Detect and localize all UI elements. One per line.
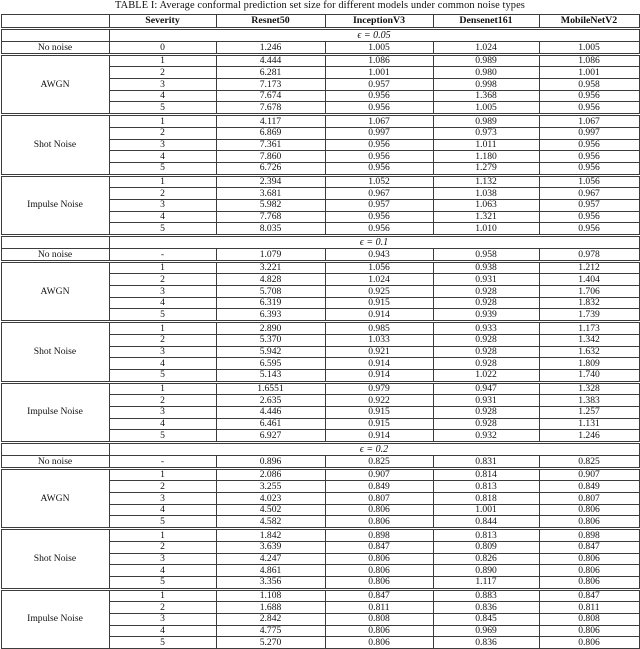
severity-cell: 1 xyxy=(109,382,216,395)
severity-cell: 2 xyxy=(109,481,216,493)
value-cell: 1.022 xyxy=(433,369,539,382)
header-mobilenetv2: MobileNetV2 xyxy=(539,15,639,29)
value-cell: 4.828 xyxy=(216,274,325,286)
value-cell: 1.368 xyxy=(433,90,539,102)
noise-type-cell: AWGN xyxy=(1,54,109,114)
value-cell: 1.056 xyxy=(539,175,639,188)
value-cell: 1.321 xyxy=(433,211,539,223)
severity-cell: 5 xyxy=(109,430,216,443)
value-cell: 1.706 xyxy=(539,286,639,298)
value-cell: 5.708 xyxy=(216,286,325,298)
value-cell: 0.914 xyxy=(325,430,433,443)
value-cell: 1.842 xyxy=(216,529,325,542)
noise-type-cell: Shot Noise xyxy=(1,322,109,382)
data-row xyxy=(1,54,639,67)
value-cell: 0.956 xyxy=(539,90,639,102)
severity-cell: 3 xyxy=(109,79,216,91)
severity-cell: 5 xyxy=(109,223,216,236)
severity-cell: 5 xyxy=(109,102,216,115)
value-cell: 1.011 xyxy=(433,139,539,151)
value-cell: 1.024 xyxy=(433,42,539,55)
severity-cell: 4 xyxy=(109,297,216,309)
value-cell: 0.806 xyxy=(325,625,433,637)
value-cell: 0.809 xyxy=(433,541,539,553)
noise-type-cell: Impulse Noise xyxy=(1,382,109,442)
value-cell: 0.813 xyxy=(433,529,539,542)
value-cell: 0.807 xyxy=(325,493,433,505)
value-cell: 1.246 xyxy=(216,42,325,55)
value-cell: 8.035 xyxy=(216,223,325,236)
value-cell: 0.883 xyxy=(433,589,539,602)
value-cell: 1.024 xyxy=(325,274,433,286)
value-cell: 3.639 xyxy=(216,541,325,553)
header-severity: Severity xyxy=(109,15,216,29)
severity-cell: 4 xyxy=(109,211,216,223)
value-cell: 0.847 xyxy=(325,541,433,553)
value-cell: 4.117 xyxy=(216,115,325,128)
severity-cell: 1 xyxy=(109,589,216,602)
value-cell: 1.740 xyxy=(539,369,639,382)
header-resnet50: Resnet50 xyxy=(216,15,325,29)
empty-cell xyxy=(1,236,109,249)
value-cell: 0.847 xyxy=(539,589,639,602)
value-cell: 1.086 xyxy=(539,54,639,67)
value-cell: 1.131 xyxy=(539,418,639,430)
value-cell: 0.925 xyxy=(325,286,433,298)
value-cell: 0.847 xyxy=(325,589,433,602)
value-cell: 0.844 xyxy=(433,516,539,529)
value-cell: 7.860 xyxy=(216,151,325,163)
data-row xyxy=(1,261,639,274)
data-row xyxy=(1,175,639,188)
severity-cell: - xyxy=(109,456,216,469)
value-cell: 0.931 xyxy=(433,274,539,286)
value-cell: 0.956 xyxy=(539,151,639,163)
value-cell: 6.726 xyxy=(216,162,325,175)
value-cell: 0.898 xyxy=(539,529,639,542)
severity-cell: 4 xyxy=(109,625,216,637)
value-cell: 0.806 xyxy=(539,553,639,565)
value-cell: 4.444 xyxy=(216,54,325,67)
value-cell: 6.595 xyxy=(216,358,325,370)
value-cell: 1.086 xyxy=(325,54,433,67)
value-cell: 0.898 xyxy=(325,529,433,542)
value-cell: 0.931 xyxy=(433,395,539,407)
value-cell: 0.907 xyxy=(325,468,433,481)
value-cell: 1.246 xyxy=(539,430,639,443)
value-cell: 4.861 xyxy=(216,565,325,577)
value-cell: 0.914 xyxy=(325,369,433,382)
value-cell: 1.212 xyxy=(539,261,639,274)
value-cell: 4.446 xyxy=(216,406,325,418)
value-cell: 0.956 xyxy=(325,223,433,236)
data-row xyxy=(1,529,639,542)
severity-cell: 5 xyxy=(109,162,216,175)
value-cell: 0.997 xyxy=(325,127,433,139)
value-cell: 2.890 xyxy=(216,322,325,335)
severity-cell: 4 xyxy=(109,358,216,370)
value-cell: 1.001 xyxy=(325,67,433,79)
value-cell: 0.957 xyxy=(325,79,433,91)
value-cell: 0.831 xyxy=(433,456,539,469)
value-cell: 1.739 xyxy=(539,309,639,322)
data-row xyxy=(1,249,639,262)
value-cell: 0.806 xyxy=(325,553,433,565)
severity-cell: 5 xyxy=(109,576,216,589)
value-cell: 5.982 xyxy=(216,199,325,211)
value-cell: 0.806 xyxy=(539,565,639,577)
value-cell: 7.173 xyxy=(216,79,325,91)
value-cell: 1.067 xyxy=(325,115,433,128)
severity-cell: 4 xyxy=(109,418,216,430)
value-cell: 0.811 xyxy=(539,602,639,614)
value-cell: 0.958 xyxy=(539,79,639,91)
value-cell: 6.927 xyxy=(216,430,325,443)
value-cell: 0.836 xyxy=(433,602,539,614)
value-cell: 0.979 xyxy=(325,382,433,395)
value-cell: 3.356 xyxy=(216,576,325,589)
value-cell: 0.973 xyxy=(433,127,539,139)
value-cell: 0.957 xyxy=(539,199,639,211)
value-cell: 2.086 xyxy=(216,468,325,481)
value-cell: 0.806 xyxy=(539,637,639,649)
value-cell: 1.328 xyxy=(539,382,639,395)
severity-cell: 5 xyxy=(109,516,216,529)
value-cell: 5.942 xyxy=(216,346,325,358)
severity-cell: 3 xyxy=(109,286,216,298)
severity-cell: 3 xyxy=(109,139,216,151)
severity-cell: 2 xyxy=(109,188,216,200)
value-cell: 1.688 xyxy=(216,602,325,614)
table-caption: TABLE I: Average conformal prediction set size for different models under common noise types xyxy=(115,0,525,11)
value-cell: 4.247 xyxy=(216,553,325,565)
value-cell: 6.393 xyxy=(216,309,325,322)
value-cell: 0.967 xyxy=(325,188,433,200)
value-cell: 1.001 xyxy=(539,67,639,79)
header-inceptionv3: InceptionV3 xyxy=(325,15,433,29)
value-cell: 0.915 xyxy=(325,418,433,430)
empty-cell xyxy=(1,443,109,456)
value-cell: 1.279 xyxy=(433,162,539,175)
value-cell: 0.956 xyxy=(325,162,433,175)
value-cell: 0.808 xyxy=(325,613,433,625)
value-cell: 0.814 xyxy=(433,468,539,481)
value-cell: 0.928 xyxy=(433,346,539,358)
noise-type-cell: No noise xyxy=(1,456,109,469)
severity-cell: 4 xyxy=(109,504,216,516)
severity-cell: 2 xyxy=(109,602,216,614)
value-cell: 1.108 xyxy=(216,589,325,602)
severity-cell: 5 xyxy=(109,369,216,382)
noise-type-cell: No noise xyxy=(1,42,109,55)
data-row xyxy=(1,42,639,55)
value-cell: 1.079 xyxy=(216,249,325,262)
severity-cell: 1 xyxy=(109,468,216,481)
noise-type-cell: Shot Noise xyxy=(1,529,109,589)
noise-type-cell: No noise xyxy=(1,249,109,262)
severity-cell: 3 xyxy=(109,493,216,505)
severity-cell: 1 xyxy=(109,54,216,67)
value-cell: 0.980 xyxy=(433,67,539,79)
value-cell: 0.928 xyxy=(433,297,539,309)
severity-cell: 1 xyxy=(109,115,216,128)
value-cell: 0.914 xyxy=(325,358,433,370)
table-body xyxy=(1,29,639,649)
value-cell: 4.582 xyxy=(216,516,325,529)
value-cell: 1.383 xyxy=(539,395,639,407)
value-cell: 1.033 xyxy=(325,334,433,346)
value-cell: 0.958 xyxy=(433,249,539,262)
noise-type-cell: Impulse Noise xyxy=(1,175,109,235)
value-cell: 1.063 xyxy=(433,199,539,211)
value-cell: 0.978 xyxy=(539,249,639,262)
data-row xyxy=(1,456,639,469)
value-cell: 0.998 xyxy=(433,79,539,91)
value-cell: 6.461 xyxy=(216,418,325,430)
value-cell: 6.281 xyxy=(216,67,325,79)
value-cell: 1.005 xyxy=(325,42,433,55)
value-cell: 3.681 xyxy=(216,188,325,200)
value-cell: 6.319 xyxy=(216,297,325,309)
header-densenet161: Densenet161 xyxy=(433,15,539,29)
epsilon-row xyxy=(1,29,639,42)
epsilon-label: ϵ = 0.1 xyxy=(109,236,639,249)
severity-cell: 3 xyxy=(109,199,216,211)
value-cell: 3.221 xyxy=(216,261,325,274)
value-cell: 3.255 xyxy=(216,481,325,493)
noise-type-cell: AWGN xyxy=(1,468,109,528)
value-cell: 1.117 xyxy=(433,576,539,589)
data-row xyxy=(1,115,639,128)
value-cell: 0.806 xyxy=(539,625,639,637)
value-cell: 0.907 xyxy=(539,468,639,481)
severity-cell: 0 xyxy=(109,42,216,55)
value-cell: 4.775 xyxy=(216,625,325,637)
severity-cell: 4 xyxy=(109,90,216,102)
value-cell: 0.933 xyxy=(433,322,539,335)
value-cell: 0.915 xyxy=(325,406,433,418)
value-cell: 0.928 xyxy=(433,406,539,418)
severity-cell: 2 xyxy=(109,127,216,139)
epsilon-row xyxy=(1,236,639,249)
value-cell: 0.921 xyxy=(325,346,433,358)
severity-cell: 2 xyxy=(109,541,216,553)
value-cell: 1.005 xyxy=(539,42,639,55)
value-cell: 4.502 xyxy=(216,504,325,516)
value-cell: 0.806 xyxy=(539,504,639,516)
value-cell: 0.956 xyxy=(325,151,433,163)
value-cell: 1.052 xyxy=(325,175,433,188)
value-cell: 0.956 xyxy=(325,102,433,115)
value-cell: 0.826 xyxy=(433,553,539,565)
value-cell: 1.404 xyxy=(539,274,639,286)
severity-cell: 1 xyxy=(109,322,216,335)
value-cell: 0.989 xyxy=(433,115,539,128)
value-cell: 1.809 xyxy=(539,358,639,370)
value-cell: 0.939 xyxy=(433,309,539,322)
noise-type-cell: Impulse Noise xyxy=(1,589,109,648)
severity-cell: 1 xyxy=(109,175,216,188)
value-cell: 0.928 xyxy=(433,418,539,430)
noise-type-cell: AWGN xyxy=(1,261,109,321)
value-cell: 0.890 xyxy=(433,565,539,577)
severity-cell: 5 xyxy=(109,637,216,649)
value-cell: 7.768 xyxy=(216,211,325,223)
value-cell: 0.845 xyxy=(433,613,539,625)
severity-cell: - xyxy=(109,249,216,262)
value-cell: 0.956 xyxy=(539,162,639,175)
value-cell: 7.678 xyxy=(216,102,325,115)
value-cell: 1.005 xyxy=(433,102,539,115)
severity-cell: 4 xyxy=(109,151,216,163)
value-cell: 1.056 xyxy=(325,261,433,274)
value-cell: 0.938 xyxy=(433,261,539,274)
empty-cell xyxy=(1,29,109,42)
value-cell: 0.957 xyxy=(325,199,433,211)
value-cell: 0.947 xyxy=(433,382,539,395)
value-cell: 0.806 xyxy=(325,565,433,577)
header-noise-type xyxy=(1,15,109,29)
value-cell: 0.928 xyxy=(433,358,539,370)
value-cell: 0.956 xyxy=(539,102,639,115)
value-cell: 0.849 xyxy=(325,481,433,493)
value-cell: 0.956 xyxy=(539,223,639,236)
value-cell: 7.674 xyxy=(216,90,325,102)
value-cell: 0.808 xyxy=(539,613,639,625)
value-cell: 2.635 xyxy=(216,395,325,407)
value-cell: 0.928 xyxy=(433,286,539,298)
value-cell: 0.914 xyxy=(325,309,433,322)
value-cell: 1.632 xyxy=(539,346,639,358)
value-cell: 0.922 xyxy=(325,395,433,407)
value-cell: 2.842 xyxy=(216,613,325,625)
value-cell: 1.173 xyxy=(539,322,639,335)
severity-cell: 5 xyxy=(109,309,216,322)
value-cell: 0.825 xyxy=(539,456,639,469)
data-row xyxy=(1,382,639,395)
severity-cell: 3 xyxy=(109,613,216,625)
severity-cell: 3 xyxy=(109,553,216,565)
value-cell: 0.967 xyxy=(539,188,639,200)
value-cell: 4.023 xyxy=(216,493,325,505)
value-cell: 0.813 xyxy=(433,481,539,493)
value-cell: 0.825 xyxy=(325,456,433,469)
value-cell: 0.985 xyxy=(325,322,433,335)
value-cell: 1.180 xyxy=(433,151,539,163)
value-cell: 0.956 xyxy=(325,90,433,102)
severity-cell: 2 xyxy=(109,395,216,407)
value-cell: 0.943 xyxy=(325,249,433,262)
value-cell: 0.969 xyxy=(433,625,539,637)
value-cell: 0.956 xyxy=(325,211,433,223)
epsilon-label: ϵ = 0.05 xyxy=(109,29,639,42)
value-cell: 0.997 xyxy=(539,127,639,139)
severity-cell: 3 xyxy=(109,346,216,358)
value-cell: 0.928 xyxy=(433,334,539,346)
severity-cell: 2 xyxy=(109,67,216,79)
severity-cell: 4 xyxy=(109,565,216,577)
value-cell: 1.257 xyxy=(539,406,639,418)
value-cell: 0.806 xyxy=(325,504,433,516)
value-cell: 5.370 xyxy=(216,334,325,346)
value-cell: 0.956 xyxy=(539,211,639,223)
value-cell: 5.270 xyxy=(216,637,325,649)
value-cell: 0.818 xyxy=(433,493,539,505)
value-cell: 0.956 xyxy=(325,139,433,151)
value-cell: 6.869 xyxy=(216,127,325,139)
value-cell: 1.6551 xyxy=(216,382,325,395)
data-row xyxy=(1,589,639,602)
results-table xyxy=(1,14,640,649)
value-cell: 1.010 xyxy=(433,223,539,236)
value-cell: 0.849 xyxy=(539,481,639,493)
header-row xyxy=(1,15,639,29)
epsilon-row xyxy=(1,443,639,456)
value-cell: 0.806 xyxy=(325,637,433,649)
value-cell: 0.836 xyxy=(433,637,539,649)
value-cell: 0.806 xyxy=(325,576,433,589)
value-cell: 0.932 xyxy=(433,430,539,443)
value-cell: 1.342 xyxy=(539,334,639,346)
value-cell: 0.807 xyxy=(539,493,639,505)
value-cell: 5.143 xyxy=(216,369,325,382)
value-cell: 0.956 xyxy=(539,139,639,151)
data-row xyxy=(1,468,639,481)
value-cell: 7.361 xyxy=(216,139,325,151)
value-cell: 0.896 xyxy=(216,456,325,469)
epsilon-label: ϵ = 0.2 xyxy=(109,443,639,456)
value-cell: 1.132 xyxy=(433,175,539,188)
severity-cell: 2 xyxy=(109,334,216,346)
value-cell: 0.806 xyxy=(325,516,433,529)
value-cell: 1.038 xyxy=(433,188,539,200)
severity-cell: 3 xyxy=(109,406,216,418)
value-cell: 2.394 xyxy=(216,175,325,188)
value-cell: 0.915 xyxy=(325,297,433,309)
value-cell: 0.847 xyxy=(539,541,639,553)
value-cell: 0.811 xyxy=(325,602,433,614)
value-cell: 0.806 xyxy=(539,576,639,589)
value-cell: 0.806 xyxy=(539,516,639,529)
value-cell: 1.832 xyxy=(539,297,639,309)
noise-type-cell: Shot Noise xyxy=(1,115,109,175)
value-cell: 0.989 xyxy=(433,54,539,67)
value-cell: 1.001 xyxy=(433,504,539,516)
severity-cell: 1 xyxy=(109,261,216,274)
value-cell: 1.067 xyxy=(539,115,639,128)
severity-cell: 2 xyxy=(109,274,216,286)
data-row xyxy=(1,322,639,335)
severity-cell: 1 xyxy=(109,529,216,542)
